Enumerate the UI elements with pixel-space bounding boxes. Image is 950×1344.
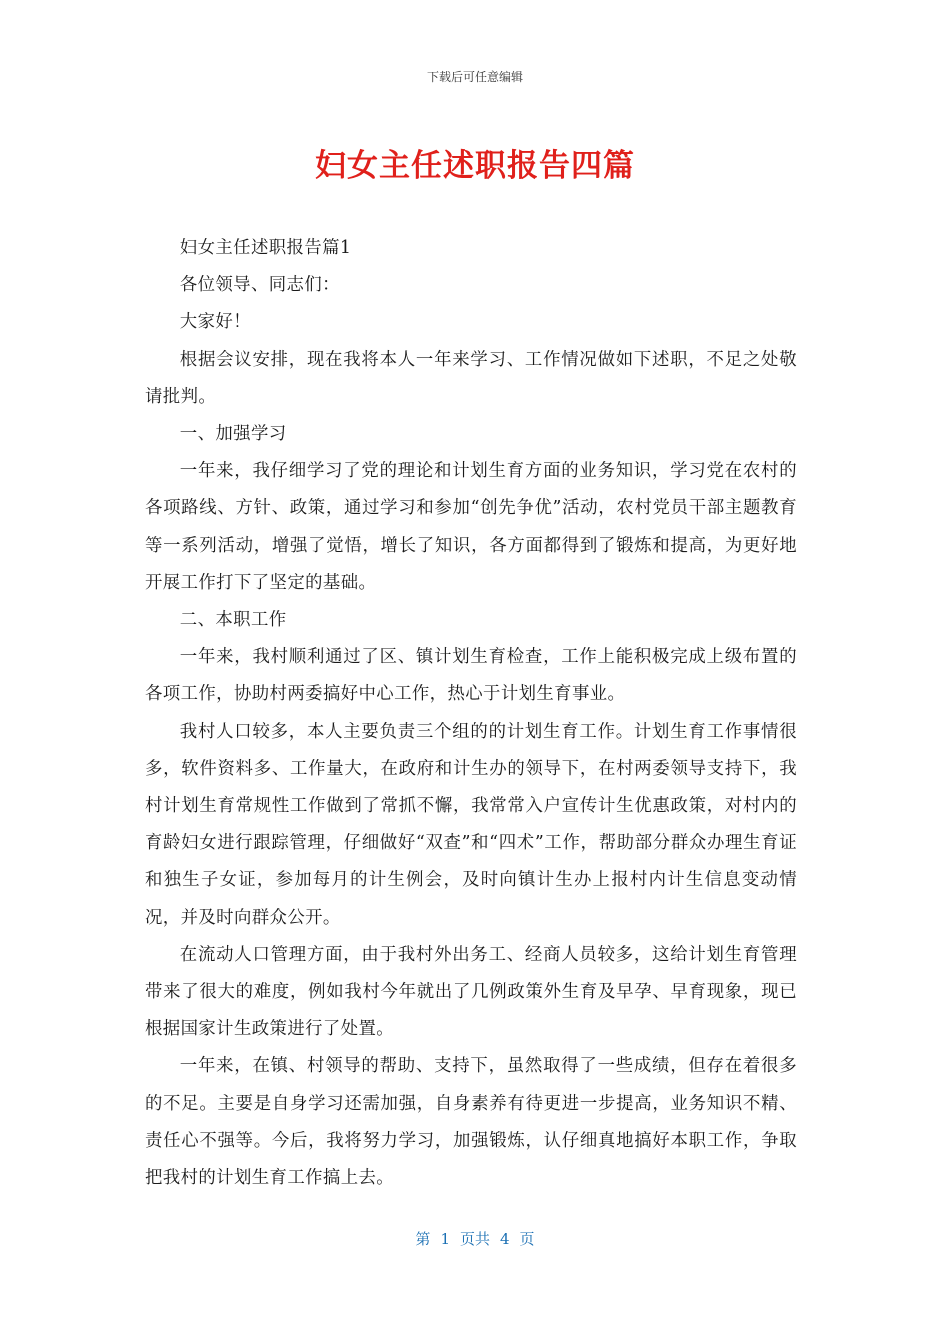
greeting: 大家好！	[179, 312, 251, 333]
footer-prefix: 第	[415, 1230, 431, 1248]
body-paragraph: 根据会议安排，现在我将本人一年来学习、工作情况做如下述职，不足之处敬请批判。	[145, 349, 797, 407]
footer-page-number: 1	[440, 1230, 450, 1248]
body-paragraph: 我村人口较多，本人主要负责三个组的的计划生育工作。计划生育工作事情很多，软件资料多、工作量大，在政府和计生办的领导下，在村两委领导支持下，我村计划生育常规性工作做到了常抓不懈，我常常入户宣传计生优惠政策，对村内的育龄妇女进行跟踪管理，仔细做好“双查”和“四术”工作，帮助部分群众办理生育证和独生子女证，参加每月的计生例会，及时向镇计生办上报村内计生信息变动情况，并及时向群众公开。	[145, 721, 797, 928]
header-note: 下载后可任意编辑	[426, 70, 523, 84]
subsection-heading: 二、本职工作	[179, 610, 287, 631]
body-paragraph: 一年来，我村顺利通过了区、镇计划生育检查，工作上能积极完成上级布置的各项工作，协助村两委搞好中心工作，热心于计划生育事业。	[145, 647, 797, 705]
subsection-heading: 一、加强学习	[179, 424, 287, 445]
footer-total-pages: 4	[500, 1230, 510, 1248]
document-body	[145, 230, 797, 1197]
body-paragraph: 在流动人口管理方面，由于我村外出务工、经商人员较多，这给计划生育管理带来了很大的难度，例如我村今年就出了几例政策外生育及早孕、早育现象，现已根据国家计生政策进行了处置。	[145, 944, 797, 1040]
page-footer	[0, 1228, 950, 1249]
body-paragraph: 一年来，在镇、村领导的帮助、支持下，虽然取得了一些成绩，但存在着很多的不足。主要是自身学习还需加强，自身素养有待更进一步提高，业务知识不精、责任心不强等。今后，我将努力学习，加强锻炼，认仔细真地搞好本职工作，争取把我村的计划生育工作搞上去。	[145, 1056, 797, 1189]
document-title: 妇女主任述职报告四篇	[315, 148, 635, 184]
section-heading: 妇女主任述职报告篇1	[179, 238, 352, 258]
footer-middle: 页共	[459, 1230, 490, 1248]
salutation: 各位领导、同志们：	[179, 275, 340, 296]
footer-suffix: 页	[519, 1230, 535, 1248]
body-paragraph: 一年来，我仔细学习了党的理论和计划生育方面的业务知识，学习党在农村的各项路线、方针、政策，通过学习和参加“创先争优”活动，农村党员干部主题教育等一系列活动，增强了觉悟，增长了知识，各方面都得到了锻炼和提高，为更好地开展工作打下了坚定的基础。	[145, 461, 797, 593]
